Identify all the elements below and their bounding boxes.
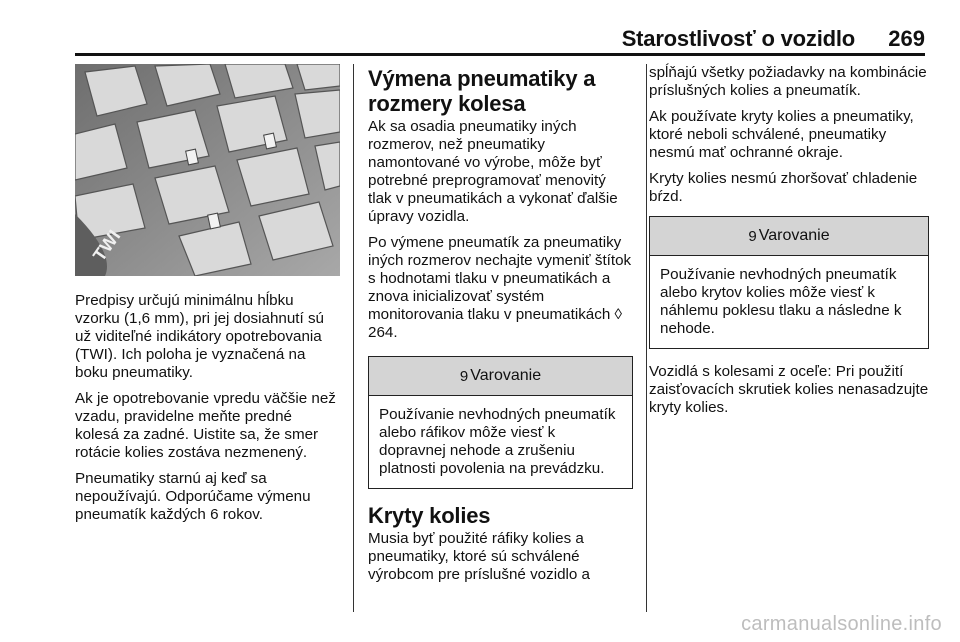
- warning-box: [368, 356, 633, 489]
- warning-header: [369, 357, 632, 396]
- paragraph: Kryty kolies nesmú zhoršovať chladenie bŕzd.: [649, 170, 918, 205]
- paragraph: Ak sa osadia pneumatiky iných rozmerov, než pneumatiky namontované vo výrobe, môže byť potrebné preprogramovať menovitý tlak v pneumatikách a vykonať ďalšie úpravy vozidla.: [368, 118, 618, 225]
- column-2: [368, 66, 633, 592]
- paragraph: Ak je opotrebovanie vpredu väčšie než vzadu, pravidelne meňte predné kolesá za zadné. Uistite sa, že smer rotácie kolies zostáva nezmenený.: [75, 390, 336, 461]
- paragraph: Pneumatiky starnú aj keď sa nepoužívajú. Odporúčame výmenu pneumatík každých 6 rokov.: [75, 470, 311, 523]
- section-heading: Výmena pneumatiky a rozmery kolesa: [368, 66, 596, 116]
- warning-text: Používanie nevhodných pneumatík alebo ráfikov môže viesť k dopravnej nehode a zrušeniu platnosti povolenia na prevádzku.: [379, 406, 616, 477]
- tire-tread-image: [75, 64, 340, 276]
- warning-box: [649, 216, 929, 349]
- warning-text: Používanie nevhodných pneumatík alebo krytov kolies môže viesť k náhlemu poklesu tlaku a následne k nehode.: [660, 266, 902, 337]
- warning-title: Varovanie: [758, 227, 830, 244]
- page-number: 269: [888, 26, 925, 51]
- paragraph: Vozidlá s kolesami z oceľe: Pri použití zaisťovacích skrutiek kolies nenasadzujte kryty kolies.: [649, 363, 929, 416]
- twi-label: TWI: [89, 226, 125, 265]
- paragraph: Predpisy určujú minimálnu hĺbku vzorku (1,6 mm), pri jej dosiahnutí sú už viditeľné indikátory opotrebovania (TWI). Ich poloha je vyznačená na boku pneumatiky.: [75, 292, 324, 381]
- warning-title: Varovanie: [470, 367, 542, 384]
- paragraph: Musia byť použité ráfiky kolies a pneumatiky, ktoré sú schválené výrobcom pre príslušné vozidlo a: [368, 530, 591, 583]
- header-divider: [75, 53, 925, 56]
- column-divider-left: [353, 64, 354, 612]
- warning-triangle-icon: 9: [459, 367, 469, 385]
- page-title: Starostlivosť o vozidlo: [621, 26, 855, 51]
- column-1: [75, 64, 340, 532]
- warning-header: [650, 217, 928, 256]
- paragraph: Ak používate kryty kolies a pneumatiky, ktoré neboli schválené, pneumatiky nesmú mať ochranné okraje.: [649, 108, 914, 161]
- warning-triangle-icon: 9: [748, 227, 757, 245]
- page-reference-link[interactable]: 264.: [368, 324, 398, 341]
- watermark: carmanualsonline.info: [741, 613, 942, 635]
- paragraph-with-reference: Po výmene pneumatík za pneumatiky iných rozmerov nechajte vymeniť štítok s hodnotami tlaku v pneumatikách a znova inicializovať systém monitorovania tlaku v pneumatikách ◊ 264.: [368, 234, 632, 341]
- page-reference-icon: ◊: [614, 306, 623, 323]
- column-3: [649, 64, 929, 425]
- page-header: [75, 26, 925, 56]
- paragraph: spĺňajú všetky požiadavky na kombinácie príslušných kolies a pneumatík.: [649, 64, 927, 99]
- column-divider-right: [646, 64, 647, 612]
- section-heading: Kryty kolies: [368, 503, 491, 528]
